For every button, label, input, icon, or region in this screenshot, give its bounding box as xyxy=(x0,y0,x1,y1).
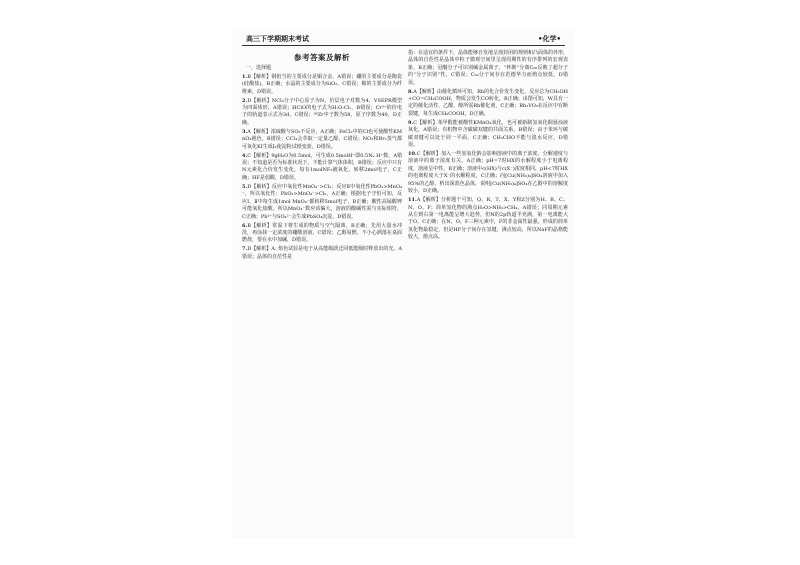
answer-text: D【解析】反应中氧化性MnO₄⁻>Cl₂；反应Ⅱ中氧化性PbO₂>MnO₄⁻，所以氧化性：PbO₂>MnO₄⁻>Cl₂，A正确；根据电子守恒可知，反应Ⅰ、Ⅱ中每生成1mol MnO₄⁻都转移5mol电子，B正确；酸性高锰酸钾可能氧化盐酸，所以MnO₄⁻数应该偏大，溶液的酸碱性需与实际相符，C正确；Pb²⁺与SO₄²⁻会生成PbSO₄沉淀，D错误。 xyxy=(242,183,402,220)
answer-item xyxy=(242,246,402,261)
answer-item xyxy=(242,74,402,96)
answer-number: 2. xyxy=(242,97,248,104)
answer-text: A【解析】由催化循环可知，Rh的化合价发生变化，反应总为CH₃OH+CO=CH₃COOH，物质会发生CO转化，B正确；由图可知，W具有一定的催化活性，乙酸、醇所需Rh催化剂，C正确；Rh₂VO₃在反应中有断裂键，每生成CH₃COOH，D正确。 xyxy=(408,88,568,117)
answer-number: 10. xyxy=(408,151,417,158)
answer-item xyxy=(242,223,402,245)
answer-text: D【解析】NCl₃分子中心原子为N，价层电子对数为4，VSEPR模型为四面体形，A错误；HClO的电子式为H:O:Cl:，B错误；Cr³⁺的价电子的轨道表示式为3d，C错误；⁹⁸Zr中子数为58，原子序数为40，D正确。 xyxy=(242,97,402,126)
page-title: 参考答案及解析 xyxy=(294,53,350,62)
answer-text: 指：在适宜的条件下，晶体能够自发地呈现封闭的规则和凸面体的外形，晶体的自范性是晶体中粒子微观空间里呈现周期性的有序排列的宏观表象，B正确；冠醚分子可识别碱金属离子，“杯酚”分离C₆₀反映了超分子的“分子识别”性，C错误；C₆₀分子间存在范德华力而熔点较低，D错误。 xyxy=(408,50,569,86)
answer-text: B【解析】常温下将生成的物质与空气隔离，B正确；先用大量水冲洗，再涂抹一定浓度的硼酸溶液，C错误；乙醇易燃，不小心洒落在桌面燃烧，要在水中加碱，D错误。 xyxy=(242,222,402,244)
answer-item xyxy=(242,184,402,221)
answer-number: 7. xyxy=(242,246,248,253)
header-exam-title: 高三下学期期末考试 xyxy=(246,34,309,43)
answer-text: B【解析】钢铝当的主要成分是铜合金，A错误；硼的主要成分是陶瓷(硅酸盐)，B正确；水晶的主要成分为SiO₂，C错误；棉的主要成分为纤维素，D错误。 xyxy=(242,73,402,95)
answer-number: 5. xyxy=(242,183,248,190)
answer-number: 11. xyxy=(408,197,417,204)
answer-item xyxy=(408,50,568,87)
answer-number: 8. xyxy=(408,88,414,95)
answer-item xyxy=(408,89,568,119)
answer-item xyxy=(408,120,568,150)
right-answer-list xyxy=(408,50,568,242)
answer-number: 4. xyxy=(242,152,248,159)
answer-item xyxy=(408,197,568,241)
answer-text: D【解析】A. 焰色试验是电子从高能级跃迁回低能级时释放出的光，A错误；晶体的自范性是 xyxy=(242,246,402,260)
header-subject: •化学• xyxy=(538,34,561,43)
answer-number: 1. xyxy=(242,73,248,80)
answer-text: C【解析】9gH₂O为0.5mol，可生成0.5molH⁺即0.5Nₐ H⁺数，A错误；不知道是否为标准状况下，不能计算气体体积，B错误；反应中只有N元素化合价发生变化，每有1molNF₃被氧化，转移2mol电子，C正确；HF是弱酸，D错误。 xyxy=(242,152,402,181)
answer-text: C【解析】苯甲醛能被酸性KMnO₄氧化，也可被新制氢氧化铜悬浊液氧化，A错误；有机物中含碳碳双键的共面关系，B错误；由于苯环与碳碳双键可以处于同一平面，C正确；CH₃CHO不能与溴水反应，D错误。 xyxy=(408,119,568,149)
answer-item xyxy=(408,151,568,195)
answer-number: 6. xyxy=(242,222,248,229)
answer-number: 3. xyxy=(242,128,248,135)
answer-text: C【解析】加入一些氢氧化钠会影响溶液中的离子浓度，分解速度与溶液中的离子浓度有关，A正确；pH=7时HX的水解程度小于电离程度，溶液呈中性，B正确；溶液中c(HX)与c(X⁻)浓度相同，pH<7时HX的电离程度大于X⁻的水解程度，C正确；向[Cu(NH₃)₄]SO₄溶液中加入95%的乙醇，析出深蓝色晶体，说明[Cu(NH₃)₄]SO₄在乙醇中的溶解度较小，D正确。 xyxy=(408,151,568,195)
header-divider xyxy=(242,45,565,46)
right-column xyxy=(408,50,568,243)
left-answer-list xyxy=(242,74,402,261)
answer-item xyxy=(242,129,402,151)
answer-text: A【解析】浓硫酸与SO₂不反应，A正确；FeCl₂中的Cl也可使酸性KMnO₄褪色，B错误；CCl₄会萃取一定量乙醇，C错误；NO₂和Br₂蒸气都可氧化KI生成I₂使淀粉试纸变蓝，D错误。 xyxy=(242,128,402,150)
answer-item xyxy=(242,153,402,183)
answer-sheet-page xyxy=(232,28,575,538)
answer-text: A【解析】分析题干可知，Q、R、T、X、Y和Z分别为H、B、C、N、O、F；简单氢化物的沸点H₂O>NH₃>CH₄，A错误；同周期元素从左到右第一电离能呈增大趋势，但N的2p轨道半充满，第一电离能大于O，C正确；在N、O、F三种元素中，F的非金属性最强，形成的简单氢化物最稳定，但是HF分子间存在氢键，沸点较高，所以NaF的晶格能较大，熔点高。 xyxy=(408,197,568,241)
answer-number: 9. xyxy=(408,119,414,126)
left-column xyxy=(242,50,402,263)
section-heading: 一、选择题 xyxy=(246,65,272,72)
answer-item xyxy=(242,98,402,128)
